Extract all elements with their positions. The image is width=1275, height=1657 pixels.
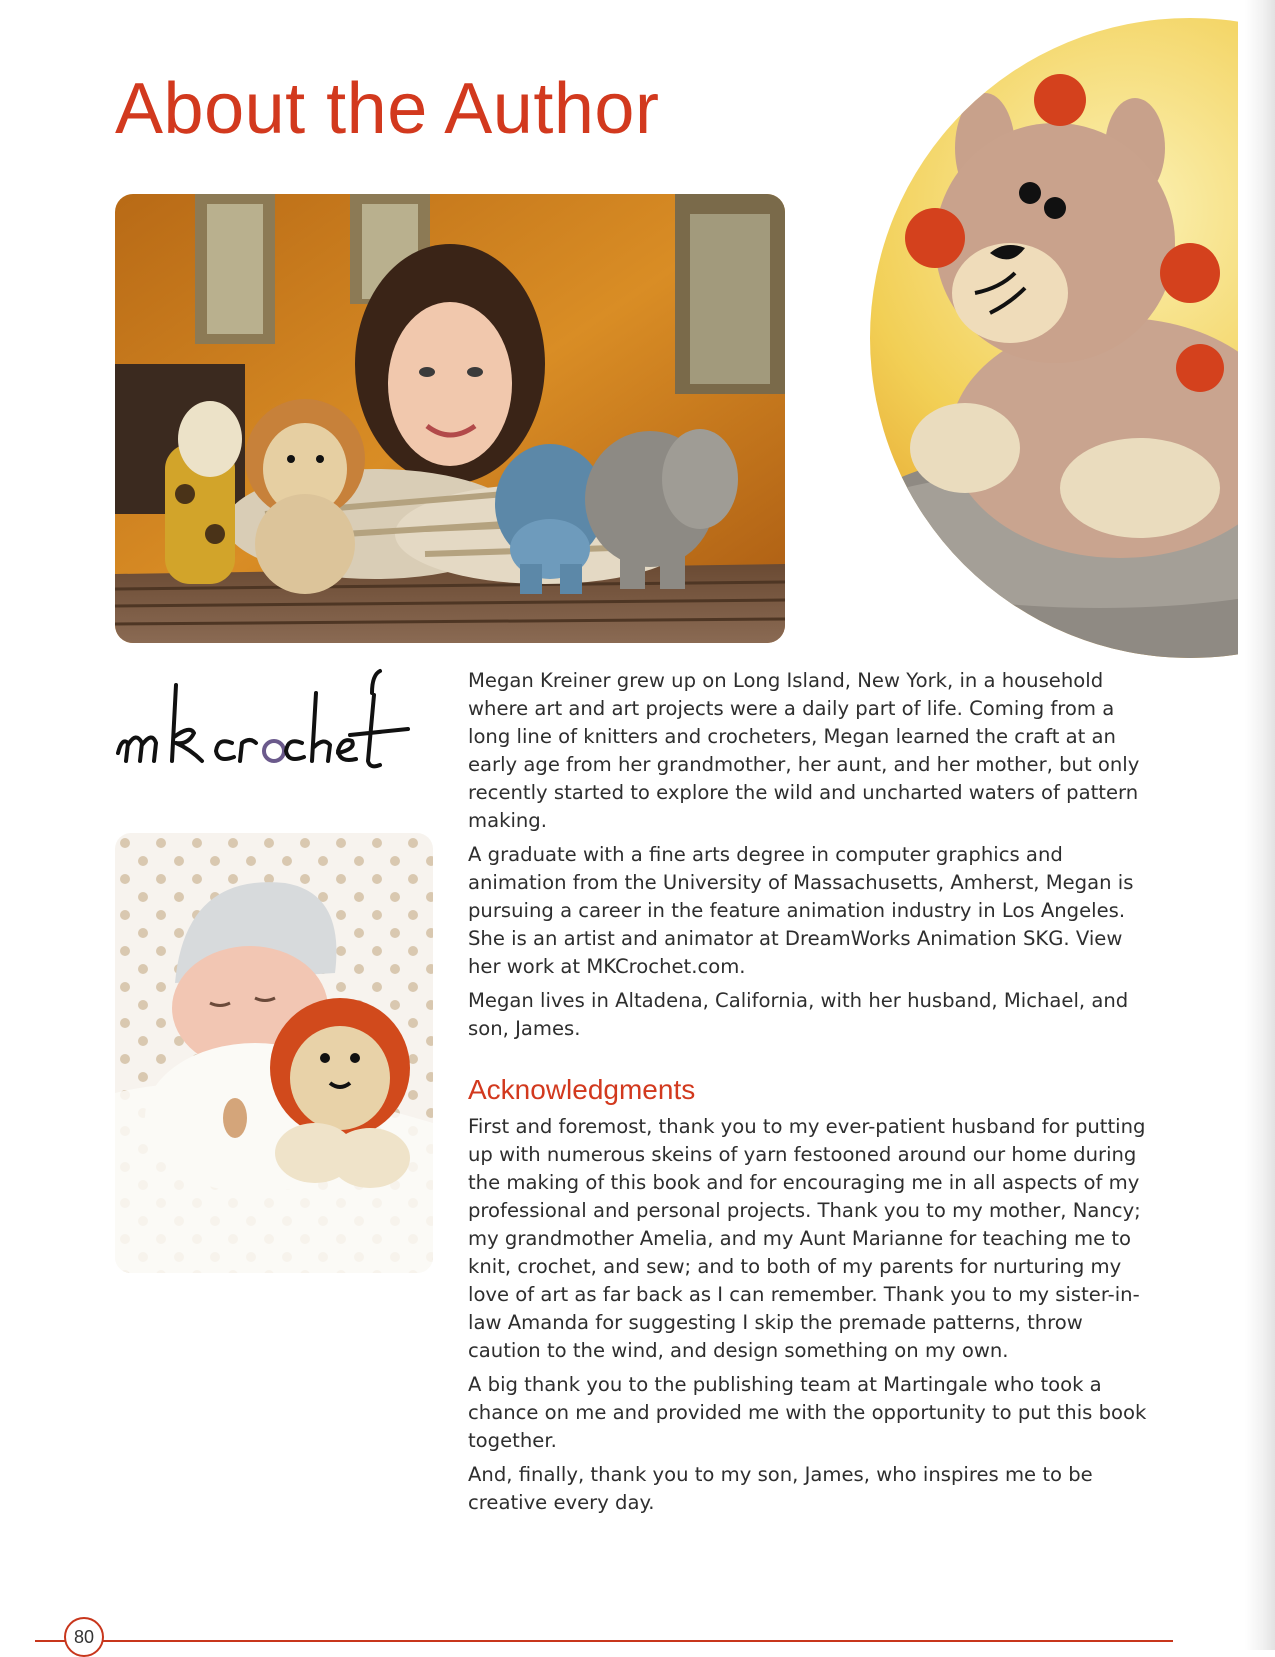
- mk-crochet-logo: [110, 665, 410, 785]
- author-photo: [115, 194, 785, 643]
- text-column: [468, 667, 1148, 1523]
- page-title: About the Author: [115, 69, 660, 149]
- page-edge-shadow: [1245, 0, 1275, 1650]
- page-number: 80: [64, 1617, 104, 1657]
- acknowledgments-paragraph: A big thank you to the publishing team at Martingale who took a chance on me and provided me with the opportunity to put this book together.: [468, 1373, 1147, 1452]
- acknowledgments-paragraph: And, finally, thank you to my son, James, who inspires me to be creative every day.: [468, 1463, 1093, 1514]
- baby-photo: [115, 833, 433, 1273]
- lion-circle-photo: [870, 18, 1238, 658]
- bio-paragraph: A graduate with a fine arts degree in computer graphics and animation from the University of Massachusetts, Amherst, Megan is pursuing a career in the feature animation industry in Los Angeles. She is an artist and animator at DreamWorks Animation SKG. View her work at MKCrochet.com.: [468, 843, 1134, 978]
- bio-paragraph: Megan Kreiner grew up on Long Island, New York, in a household where art and art projects were a daily part of life. Coming from a long line of knitters and crocheters, Megan learned the craft at an early age from her grandmother, her aunt, and her mother, but only recently started to explore the wild and uncharted waters of pattern making.: [468, 669, 1140, 832]
- acknowledgments-paragraph: First and foremost, thank you to my ever-patient husband for putting up with numerous skeins of yarn festooned around our home during the making of this book and for encouraging me in all aspects of my professional and personal projects. Thank you to my mother, Nancy; my grandmother Amelia, and my Aunt Marianne for teaching me to knit, crochet, and sew; and to both of my parents for nurturing my love of art as far back as I can remember. Thank you to my sister-in-law Amanda for suggesting I skip the premade patterns, throw caution to the wind, and design something on my own.: [468, 1115, 1146, 1362]
- bio-paragraph: Megan lives in Altadena, California, with her husband, Michael, and son, James.: [468, 989, 1129, 1040]
- footer-rule: [35, 1640, 1173, 1642]
- acknowledgments-heading: Acknowledgments: [468, 1074, 696, 1105]
